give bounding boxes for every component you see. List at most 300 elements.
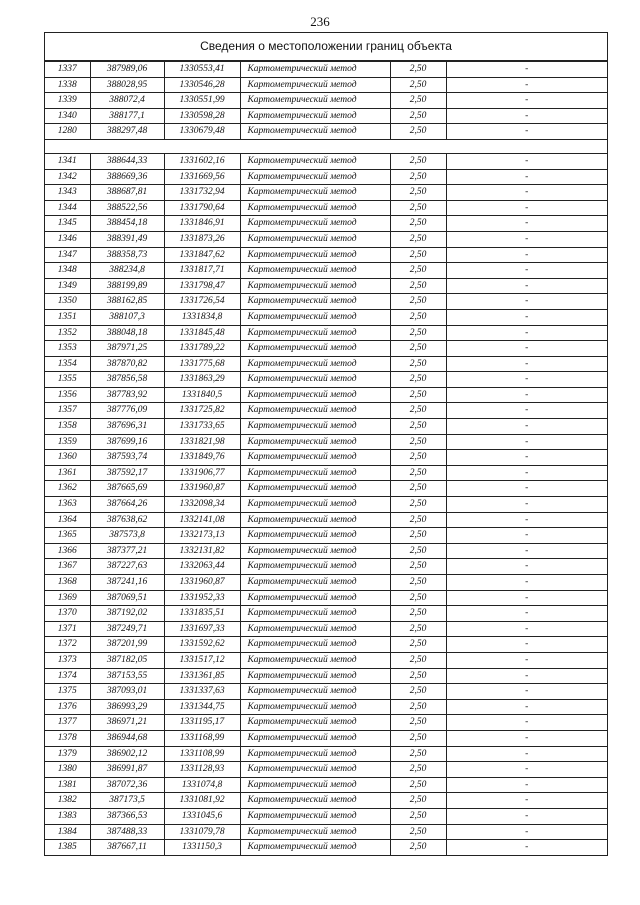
table-row (45, 543, 607, 559)
coordinate-x-cell: 388162,85 (90, 294, 164, 310)
coordinate-x-cell: 388107,3 (90, 309, 164, 325)
coordinate-x-cell: 387227,63 (90, 559, 164, 575)
precision-cell: 2,50 (390, 777, 446, 793)
precision-cell: 2,50 (390, 575, 446, 591)
method-cell: Картометрический метод (240, 590, 390, 606)
coordinate-y-cell: 1332141,08 (164, 512, 240, 528)
table-row (45, 684, 607, 700)
method-cell: Картометрический метод (240, 575, 390, 591)
method-cell: Картометрический метод (240, 62, 390, 78)
description-cell: - (446, 169, 607, 185)
point-number-cell: 1338 (45, 77, 90, 93)
point-number-cell: 1346 (45, 231, 90, 247)
coordinate-y-cell: 1332098,34 (164, 497, 240, 513)
table-row (45, 497, 607, 513)
point-number-cell: 1337 (45, 62, 90, 78)
precision-cell: 2,50 (390, 124, 446, 140)
precision-cell: 2,50 (390, 450, 446, 466)
method-cell: Картометрический метод (240, 372, 390, 388)
precision-cell: 2,50 (390, 434, 446, 450)
table-row (45, 62, 607, 78)
table-row (45, 434, 607, 450)
point-number-cell: 1351 (45, 309, 90, 325)
coordinate-x-cell: 387593,74 (90, 450, 164, 466)
method-cell: Картометрический метод (240, 278, 390, 294)
table-row (45, 108, 607, 124)
point-number-cell: 1372 (45, 637, 90, 653)
table-row (45, 372, 607, 388)
method-cell: Картометрический метод (240, 434, 390, 450)
point-number-cell: 1356 (45, 387, 90, 403)
point-number-cell: 1371 (45, 621, 90, 637)
precision-cell: 2,50 (390, 93, 446, 109)
method-cell: Картометрический метод (240, 419, 390, 435)
method-cell: Картометрический метод (240, 512, 390, 528)
point-number-cell: 1360 (45, 450, 90, 466)
description-cell: - (446, 777, 607, 793)
method-cell: Картометрический метод (240, 124, 390, 140)
table-row (45, 169, 607, 185)
method-cell: Картометрический метод (240, 465, 390, 481)
description-cell: - (446, 341, 607, 357)
coordinate-y-cell: 1330598,28 (164, 108, 240, 124)
description-cell: - (446, 668, 607, 684)
table-row (45, 185, 607, 201)
precision-cell: 2,50 (390, 840, 446, 856)
point-number-cell: 1340 (45, 108, 90, 124)
method-cell: Картометрический метод (240, 528, 390, 544)
precision-cell: 2,50 (390, 372, 446, 388)
table-row (45, 124, 607, 140)
point-number-cell: 1370 (45, 606, 90, 622)
method-cell: Картометрический метод (240, 652, 390, 668)
description-cell: - (446, 356, 607, 372)
precision-cell: 2,50 (390, 247, 446, 263)
method-cell: Картометрический метод (240, 559, 390, 575)
point-number-cell: 1375 (45, 684, 90, 700)
coordinate-x-cell: 387173,5 (90, 793, 164, 809)
point-number-cell: 1341 (45, 153, 90, 169)
coordinate-x-cell: 387241,16 (90, 575, 164, 591)
table-row (45, 419, 607, 435)
precision-cell: 2,50 (390, 403, 446, 419)
description-cell: - (446, 512, 607, 528)
table-row (45, 762, 607, 778)
precision-cell: 2,50 (390, 808, 446, 824)
coordinate-y-cell: 1332173,13 (164, 528, 240, 544)
description-cell: - (446, 93, 607, 109)
description-cell: - (446, 684, 607, 700)
coordinate-x-cell: 387153,55 (90, 668, 164, 684)
coordinate-x-cell: 387182,05 (90, 652, 164, 668)
coordinate-x-cell: 387783,92 (90, 387, 164, 403)
coordinate-y-cell: 1331873,26 (164, 231, 240, 247)
point-number-cell: 1354 (45, 356, 90, 372)
table-row (45, 294, 607, 310)
coordinate-y-cell: 1331849,76 (164, 450, 240, 466)
point-number-cell: 1385 (45, 840, 90, 856)
method-cell: Картометрический метод (240, 325, 390, 341)
coordinate-y-cell: 1331108,99 (164, 746, 240, 762)
coordinate-x-cell: 388644,33 (90, 153, 164, 169)
coordinate-x-cell: 387696,31 (90, 419, 164, 435)
coordinate-x-cell: 388522,56 (90, 200, 164, 216)
coordinate-x-cell: 387249,71 (90, 621, 164, 637)
coordinate-x-cell: 388234,8 (90, 263, 164, 279)
table-row (45, 746, 607, 762)
method-cell: Картометрический метод (240, 231, 390, 247)
method-cell: Картометрический метод (240, 263, 390, 279)
coordinate-x-cell: 387664,26 (90, 497, 164, 513)
coordinate-y-cell: 1331045,6 (164, 808, 240, 824)
table-row (45, 341, 607, 357)
table-row (45, 325, 607, 341)
coordinate-y-cell: 1331775,68 (164, 356, 240, 372)
coordinate-x-cell: 387488,33 (90, 824, 164, 840)
coordinate-y-cell: 1332063,44 (164, 559, 240, 575)
coordinates-table-frame (44, 32, 608, 856)
point-number-cell: 1343 (45, 185, 90, 201)
coordinates-table (45, 61, 607, 856)
table-row (45, 77, 607, 93)
coordinate-y-cell: 1331834,8 (164, 309, 240, 325)
coordinate-x-cell: 386902,12 (90, 746, 164, 762)
precision-cell: 2,50 (390, 684, 446, 700)
precision-cell: 2,50 (390, 325, 446, 341)
description-cell: - (446, 746, 607, 762)
method-cell: Картометрический метод (240, 481, 390, 497)
coordinate-y-cell: 1331960,87 (164, 575, 240, 591)
method-cell: Картометрический метод (240, 387, 390, 403)
precision-cell: 2,50 (390, 730, 446, 746)
precision-cell: 2,50 (390, 559, 446, 575)
coordinate-y-cell: 1331726,54 (164, 294, 240, 310)
description-cell: - (446, 652, 607, 668)
description-cell: - (446, 372, 607, 388)
method-cell: Картометрический метод (240, 762, 390, 778)
point-number-cell: 1374 (45, 668, 90, 684)
description-cell: - (446, 637, 607, 653)
precision-cell: 2,50 (390, 762, 446, 778)
coordinate-y-cell: 1331195,17 (164, 715, 240, 731)
description-cell: - (446, 606, 607, 622)
table-row (45, 263, 607, 279)
coordinate-y-cell: 1332131,82 (164, 543, 240, 559)
precision-cell: 2,50 (390, 356, 446, 372)
method-cell: Картометрический метод (240, 621, 390, 637)
method-cell: Картометрический метод (240, 185, 390, 201)
point-number-cell: 1378 (45, 730, 90, 746)
method-cell: Картометрический метод (240, 200, 390, 216)
description-cell: - (446, 481, 607, 497)
table-row (45, 450, 607, 466)
method-cell: Картометрический метод (240, 840, 390, 856)
point-number-cell: 1383 (45, 808, 90, 824)
precision-cell: 2,50 (390, 699, 446, 715)
description-cell: - (446, 543, 607, 559)
method-cell: Картометрический метод (240, 247, 390, 263)
coordinate-y-cell: 1331150,3 (164, 840, 240, 856)
coordinate-x-cell: 388297,48 (90, 124, 164, 140)
coordinate-x-cell: 388028,95 (90, 77, 164, 93)
precision-cell: 2,50 (390, 387, 446, 403)
separator-cell (45, 139, 607, 153)
point-number-cell: 1376 (45, 699, 90, 715)
point-number-cell: 1348 (45, 263, 90, 279)
coordinate-x-cell: 388072,4 (90, 93, 164, 109)
coordinate-x-cell: 386991,87 (90, 762, 164, 778)
method-cell: Картометрический метод (240, 309, 390, 325)
description-cell: - (446, 325, 607, 341)
description-cell: - (446, 730, 607, 746)
page-number: 236 (310, 14, 330, 29)
precision-cell: 2,50 (390, 231, 446, 247)
precision-cell: 2,50 (390, 309, 446, 325)
coordinate-x-cell: 387377,21 (90, 543, 164, 559)
method-cell: Картометрический метод (240, 606, 390, 622)
description-cell: - (446, 108, 607, 124)
table-row (45, 387, 607, 403)
coordinate-x-cell: 388391,49 (90, 231, 164, 247)
precision-cell: 2,50 (390, 652, 446, 668)
table-row (45, 730, 607, 746)
coordinate-y-cell: 1331517,12 (164, 652, 240, 668)
table-row (45, 200, 607, 216)
description-cell: - (446, 403, 607, 419)
table-row (45, 403, 607, 419)
coordinate-x-cell: 388048,18 (90, 325, 164, 341)
coordinate-y-cell: 1331835,51 (164, 606, 240, 622)
point-number-cell: 1359 (45, 434, 90, 450)
description-cell: - (446, 77, 607, 93)
description-cell: - (446, 124, 607, 140)
coordinate-y-cell: 1331821,98 (164, 434, 240, 450)
method-cell: Картометрический метод (240, 497, 390, 513)
coordinate-x-cell: 387989,06 (90, 62, 164, 78)
table-row (45, 559, 607, 575)
coordinate-y-cell: 1331361,85 (164, 668, 240, 684)
coordinate-y-cell: 1331733,65 (164, 419, 240, 435)
coordinate-y-cell: 1331128,93 (164, 762, 240, 778)
method-cell: Картометрический метод (240, 715, 390, 731)
point-number-cell: 1280 (45, 124, 90, 140)
coordinate-y-cell: 1331798,47 (164, 278, 240, 294)
point-number-cell: 1355 (45, 372, 90, 388)
table-title: Сведения о местоположении границ объекта (45, 33, 607, 61)
description-cell: - (446, 575, 607, 591)
precision-cell: 2,50 (390, 793, 446, 809)
precision-cell: 2,50 (390, 668, 446, 684)
table-row (45, 606, 607, 622)
point-number-cell: 1381 (45, 777, 90, 793)
coordinate-y-cell: 1330546,28 (164, 77, 240, 93)
coordinate-y-cell: 1331079,78 (164, 824, 240, 840)
coordinate-y-cell: 1331697,33 (164, 621, 240, 637)
coordinate-y-cell: 1331952,33 (164, 590, 240, 606)
coordinate-x-cell: 388358,73 (90, 247, 164, 263)
table-row (45, 356, 607, 372)
point-number-cell: 1353 (45, 341, 90, 357)
precision-cell: 2,50 (390, 341, 446, 357)
point-number-cell: 1368 (45, 575, 90, 591)
coordinate-y-cell: 1331602,16 (164, 153, 240, 169)
coordinate-x-cell: 388454,18 (90, 216, 164, 232)
coordinate-x-cell: 387638,62 (90, 512, 164, 528)
coordinate-y-cell: 1331846,91 (164, 216, 240, 232)
description-cell: - (446, 699, 607, 715)
coordinate-y-cell: 1331725,82 (164, 403, 240, 419)
table-row (45, 668, 607, 684)
coordinate-y-cell: 1331337,63 (164, 684, 240, 700)
precision-cell: 2,50 (390, 263, 446, 279)
coordinate-x-cell: 388687,81 (90, 185, 164, 201)
method-cell: Картометрический метод (240, 216, 390, 232)
method-cell: Картометрический метод (240, 777, 390, 793)
coordinates-table-body (45, 62, 607, 856)
description-cell: - (446, 434, 607, 450)
description-cell: - (446, 387, 607, 403)
description-cell: - (446, 185, 607, 201)
separator-row (45, 139, 607, 153)
table-row (45, 153, 607, 169)
method-cell: Картометрический метод (240, 699, 390, 715)
point-number-cell: 1345 (45, 216, 90, 232)
table-row (45, 699, 607, 715)
description-cell: - (446, 294, 607, 310)
point-number-cell: 1344 (45, 200, 90, 216)
method-cell: Картометрический метод (240, 450, 390, 466)
table-row (45, 840, 607, 856)
precision-cell: 2,50 (390, 824, 446, 840)
table-row (45, 512, 607, 528)
point-number-cell: 1349 (45, 278, 90, 294)
coordinate-x-cell: 387667,11 (90, 840, 164, 856)
description-cell: - (446, 793, 607, 809)
precision-cell: 2,50 (390, 512, 446, 528)
coordinate-x-cell: 386993,29 (90, 699, 164, 715)
precision-cell: 2,50 (390, 278, 446, 294)
coordinate-x-cell: 387069,51 (90, 590, 164, 606)
table-row (45, 777, 607, 793)
precision-cell: 2,50 (390, 621, 446, 637)
description-cell: - (446, 762, 607, 778)
coordinate-x-cell: 387776,09 (90, 403, 164, 419)
coordinate-x-cell: 387870,82 (90, 356, 164, 372)
point-number-cell: 1350 (45, 294, 90, 310)
precision-cell: 2,50 (390, 77, 446, 93)
method-cell: Картометрический метод (240, 637, 390, 653)
coordinate-x-cell: 387592,17 (90, 465, 164, 481)
method-cell: Картометрический метод (240, 169, 390, 185)
precision-cell: 2,50 (390, 528, 446, 544)
coordinate-x-cell: 387699,16 (90, 434, 164, 450)
coordinate-x-cell: 387072,36 (90, 777, 164, 793)
description-cell: - (446, 450, 607, 466)
point-number-cell: 1362 (45, 481, 90, 497)
table-row (45, 621, 607, 637)
coordinate-y-cell: 1331732,94 (164, 185, 240, 201)
coordinate-x-cell: 388177,1 (90, 108, 164, 124)
precision-cell: 2,50 (390, 481, 446, 497)
description-cell: - (446, 465, 607, 481)
table-row (45, 93, 607, 109)
coordinate-y-cell: 1331960,87 (164, 481, 240, 497)
point-number-cell: 1352 (45, 325, 90, 341)
coordinate-x-cell: 387366,53 (90, 808, 164, 824)
description-cell: - (446, 528, 607, 544)
precision-cell: 2,50 (390, 590, 446, 606)
method-cell: Картометрический метод (240, 93, 390, 109)
precision-cell: 2,50 (390, 216, 446, 232)
description-cell: - (446, 263, 607, 279)
description-cell: - (446, 559, 607, 575)
coordinate-y-cell: 1331790,64 (164, 200, 240, 216)
coordinate-y-cell: 1331669,56 (164, 169, 240, 185)
precision-cell: 2,50 (390, 746, 446, 762)
table-row (45, 481, 607, 497)
point-number-cell: 1366 (45, 543, 90, 559)
description-cell: - (446, 231, 607, 247)
coordinate-y-cell: 1331168,99 (164, 730, 240, 746)
description-cell: - (446, 62, 607, 78)
table-row (45, 793, 607, 809)
point-number-cell: 1365 (45, 528, 90, 544)
table-row (45, 824, 607, 840)
method-cell: Картометрический метод (240, 153, 390, 169)
coordinate-y-cell: 1331074,8 (164, 777, 240, 793)
precision-cell: 2,50 (390, 294, 446, 310)
table-row (45, 278, 607, 294)
coordinate-x-cell: 387093,01 (90, 684, 164, 700)
method-cell: Картометрический метод (240, 684, 390, 700)
coordinate-x-cell: 387201,99 (90, 637, 164, 653)
method-cell: Картометрический метод (240, 77, 390, 93)
method-cell: Картометрический метод (240, 824, 390, 840)
precision-cell: 2,50 (390, 185, 446, 201)
description-cell: - (446, 200, 607, 216)
description-cell: - (446, 216, 607, 232)
coordinate-y-cell: 1331840,5 (164, 387, 240, 403)
precision-cell: 2,50 (390, 637, 446, 653)
coordinate-y-cell: 1331592,62 (164, 637, 240, 653)
method-cell: Картометрический метод (240, 294, 390, 310)
coordinate-y-cell: 1331906,77 (164, 465, 240, 481)
precision-cell: 2,50 (390, 606, 446, 622)
precision-cell: 2,50 (390, 497, 446, 513)
table-row (45, 808, 607, 824)
method-cell: Картометрический метод (240, 543, 390, 559)
precision-cell: 2,50 (390, 108, 446, 124)
method-cell: Картометрический метод (240, 341, 390, 357)
point-number-cell: 1347 (45, 247, 90, 263)
method-cell: Картометрический метод (240, 108, 390, 124)
method-cell: Картометрический метод (240, 668, 390, 684)
coordinate-x-cell: 387971,25 (90, 341, 164, 357)
point-number-cell: 1373 (45, 652, 90, 668)
table-row (45, 575, 607, 591)
coordinate-x-cell: 386971,21 (90, 715, 164, 731)
precision-cell: 2,50 (390, 200, 446, 216)
point-number-cell: 1363 (45, 497, 90, 513)
coordinate-y-cell: 1331081,92 (164, 793, 240, 809)
coordinate-x-cell: 387856,58 (90, 372, 164, 388)
point-number-cell: 1339 (45, 93, 90, 109)
precision-cell: 2,50 (390, 419, 446, 435)
description-cell: - (446, 247, 607, 263)
coordinate-y-cell: 1331845,48 (164, 325, 240, 341)
table-row (45, 216, 607, 232)
coordinate-x-cell: 387573,8 (90, 528, 164, 544)
